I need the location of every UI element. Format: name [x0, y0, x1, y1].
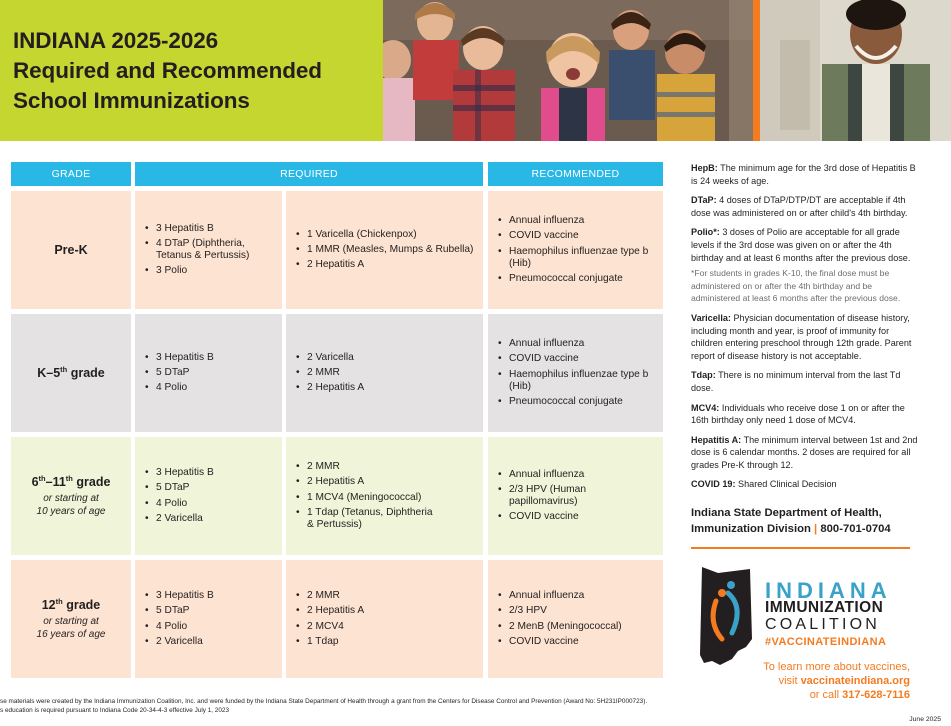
required-cell-12-a — [135, 560, 282, 678]
vaccine-list — [498, 212, 657, 288]
note-hepatitis-a: Hepatitis A: The minimum interval between 1st and 2nd dose is 6 calendar months. 2 doses are required for all grades Pre-K through 12. — [691, 434, 918, 470]
list-item: • 2 Hepatitis A — [296, 476, 436, 488]
footer-funding-note: se materials were created by the Indiana Immunization Coalition, Inc. and were funded by the Indiana State Department of Health through a grant from the Centers for Disease Control and Prevention (Award No: 5H231IP000723). — [0, 698, 648, 705]
list-item: • Pneumococcal conjugate — [498, 273, 657, 285]
page-title-line-1: INDIANA 2025-2026 — [13, 28, 219, 53]
title-block — [0, 0, 383, 141]
list-item: • 2 Varicella — [145, 513, 214, 525]
department-division: Immunization Division | 800-701-0704 — [691, 523, 891, 535]
grade-age-note: or starting at — [43, 615, 99, 627]
vaccine-list — [296, 587, 364, 651]
recommended-cell-k5 — [488, 314, 663, 432]
required-cell-6-11-b — [286, 437, 483, 555]
vaccine-list — [145, 464, 214, 528]
list-item: • 2 Hepatitis A — [296, 605, 364, 617]
department-phone: 800-701-0704 — [820, 523, 891, 535]
list-item: • COVID vaccine — [498, 353, 657, 365]
student-photo-illustration — [760, 0, 951, 141]
list-item: • 5 DTaP — [145, 367, 214, 379]
list-item: • 3 Hepatitis B — [145, 467, 214, 479]
required-column-header: REQUIRED — [135, 162, 483, 186]
note-tdap: Tdap: There is no minimum interval from the last Td dose. — [691, 370, 901, 393]
recommended-cell-12 — [488, 560, 663, 678]
list-item: • Haemophilus influenzae type b (Hib) — [498, 246, 657, 270]
vaccine-list — [296, 458, 436, 534]
vaccine-list — [145, 349, 214, 398]
list-item: • 1 MMR (Measles, Mumps & Rubella) — [296, 244, 473, 256]
list-item: • 1 Tdap — [296, 636, 364, 648]
grade-cell-prek — [11, 191, 131, 309]
list-item: • 4 Polio — [145, 498, 214, 510]
list-item: • 1 Varicella (Chickenpox) — [296, 229, 473, 241]
phone-link[interactable]: 317-628-7116 — [842, 689, 910, 701]
vaccine-list — [296, 226, 473, 275]
list-item: • Haemophilus influenzae type b (Hib) — [498, 369, 657, 393]
grade-label: 12th grade — [41, 596, 101, 612]
vaccine-notes — [691, 162, 923, 498]
note-mcv4: MCV4: Individuals who receive dose 1 on or after the 16th birthday only need 1 dose of MCV4. — [691, 402, 905, 426]
required-cell-6-11-a — [135, 437, 282, 555]
student-photo — [760, 0, 951, 141]
footer-legal-note: s education is required pursuant to Indiana Code 20-34-4-3 effective July 1, 2023 — [0, 707, 230, 714]
list-item: • 4 DTaP (Diphtheria, Tetanus & Pertussis) — [145, 238, 276, 262]
vaccine-list — [498, 466, 657, 527]
list-item: • 2 MMR — [296, 461, 436, 473]
recommended-cell-prek — [488, 191, 663, 309]
list-item: • 2 MMR — [296, 590, 364, 602]
list-item: • 2 MMR — [296, 367, 364, 379]
header-banner — [0, 0, 951, 141]
list-item: • 5 DTaP — [145, 482, 214, 494]
vaccine-list — [145, 587, 214, 651]
learn-more-visit: visit vaccinateindiana.org — [778, 675, 910, 687]
list-item: • 1 Tdap (Tetanus, Diphtheria & Pertussis) — [296, 507, 436, 531]
list-item: • 1 MCV4 (Meningococcal) — [296, 492, 436, 504]
list-item: • Annual influenza — [498, 590, 622, 602]
list-item: • Annual influenza — [498, 215, 657, 227]
vaccine-list — [145, 220, 276, 281]
vaccine-list — [296, 349, 364, 398]
learn-more-block — [763, 660, 910, 702]
publication-date: June 2025 — [909, 716, 941, 723]
logo-text-coalition: COALITION — [765, 616, 881, 633]
grade-cell-k5 — [11, 314, 131, 432]
required-cell-k5-a — [135, 314, 282, 432]
list-item: • 2/3 HPV — [498, 605, 622, 617]
learn-more-text: To learn more about vaccines, — [763, 661, 910, 673]
logo-hashtag: #VACCINATEINDIANA — [765, 636, 887, 648]
divider — [691, 547, 910, 549]
logo-text-immunization: IMMUNIZATION — [765, 599, 884, 616]
list-item: • COVID vaccine — [498, 230, 657, 242]
department-name: Indiana State Department of Health, — [691, 507, 882, 519]
logo-text-indiana: INDIANA — [765, 578, 892, 603]
recommended-column-header: RECOMMENDED — [488, 162, 663, 186]
children-photo-illustration — [383, 0, 753, 141]
list-item: • Annual influenza — [498, 338, 657, 350]
grade-column-header: GRADE — [11, 162, 131, 186]
list-item: • 5 DTaP — [145, 605, 214, 617]
list-item: • 3 Polio — [145, 265, 276, 277]
list-item: • 2 Varicella — [296, 352, 364, 364]
learn-more-call: or call 317-628-7116 — [809, 689, 910, 701]
list-item: • 2 Hepatitis A — [296, 382, 364, 394]
list-item: • 2 MenB (Meningococcal) — [498, 621, 622, 633]
page-title-line-3: School Immunizations — [13, 88, 250, 113]
children-photo — [383, 0, 753, 141]
note-varicella: Varicella: Physician documentation of disease history, including month and year, is proof of immunity for children entering preschool through 12th grade. Parent report of disease history is not acceptable. — [691, 312, 912, 361]
list-item: • 2 MCV4 — [296, 621, 364, 633]
list-item: • 4 Polio — [145, 382, 214, 394]
list-item: • 3 Hepatitis B — [145, 223, 276, 235]
grade-cell-6-11 — [11, 437, 131, 555]
list-item: • COVID vaccine — [498, 511, 657, 523]
note-hepb: HepB: The minimum age for the 3rd dose of Hepatitis B is 24 weeks of age. — [691, 163, 916, 186]
list-item: • 4 Polio — [145, 621, 214, 633]
note-covid: COVID 19: Shared Clinical Decision — [691, 479, 837, 490]
list-item: • 2 Varicella — [145, 636, 214, 648]
required-cell-prek-b — [286, 191, 483, 309]
list-item: • 2/3 HPV (Human papillomavirus) — [498, 484, 657, 508]
indiana-map-logo-icon — [698, 563, 760, 669]
note-polio-footnote: *For students in grades K-10, the final dose must be administered on or after the 4th birthday and be administered at least 6 months after the previous dose. — [691, 268, 901, 304]
grade-age-note: or starting at — [43, 492, 99, 504]
list-item: • COVID vaccine — [498, 636, 622, 648]
grade-cell-12 — [11, 560, 131, 678]
required-cell-prek-a — [135, 191, 282, 309]
list-item: • 2 Hepatitis A — [296, 259, 473, 271]
vaccine-list — [498, 587, 622, 651]
photo-divider — [753, 0, 760, 141]
department-contact — [691, 505, 891, 537]
grade-label: 6th–11th grade — [31, 473, 111, 489]
required-cell-k5-b — [286, 314, 483, 432]
vaccine-list — [498, 335, 657, 411]
recommended-cell-6-11 — [488, 437, 663, 555]
grade-age-note: 16 years of age — [36, 628, 106, 640]
grade-label: K–5th grade — [37, 364, 105, 380]
list-item: • Annual influenza — [498, 469, 657, 481]
website-link[interactable]: vaccinateindiana.org — [800, 675, 910, 687]
list-item: • 3 Hepatitis B — [145, 590, 214, 602]
note-polio: Polio*: 3 doses of Polio are acceptable for all grade levels if the 3rd dose was given on or after the 4th birthday and at least 6 months after the previous dose. — [691, 227, 911, 263]
grade-age-note: 10 years of age — [36, 505, 106, 517]
grade-label: Pre-K — [54, 243, 88, 257]
list-item: • 3 Hepatitis B — [145, 352, 214, 364]
page-title-line-2: Required and Recommended — [13, 58, 322, 83]
list-item: • Pneumococcal conjugate — [498, 396, 657, 408]
required-cell-12-b — [286, 560, 483, 678]
note-dtap: DTaP: 4 doses of DTaP/DTP/DT are acceptable if 4th dose was administered on or after child's 4th birthday. — [691, 195, 908, 218]
